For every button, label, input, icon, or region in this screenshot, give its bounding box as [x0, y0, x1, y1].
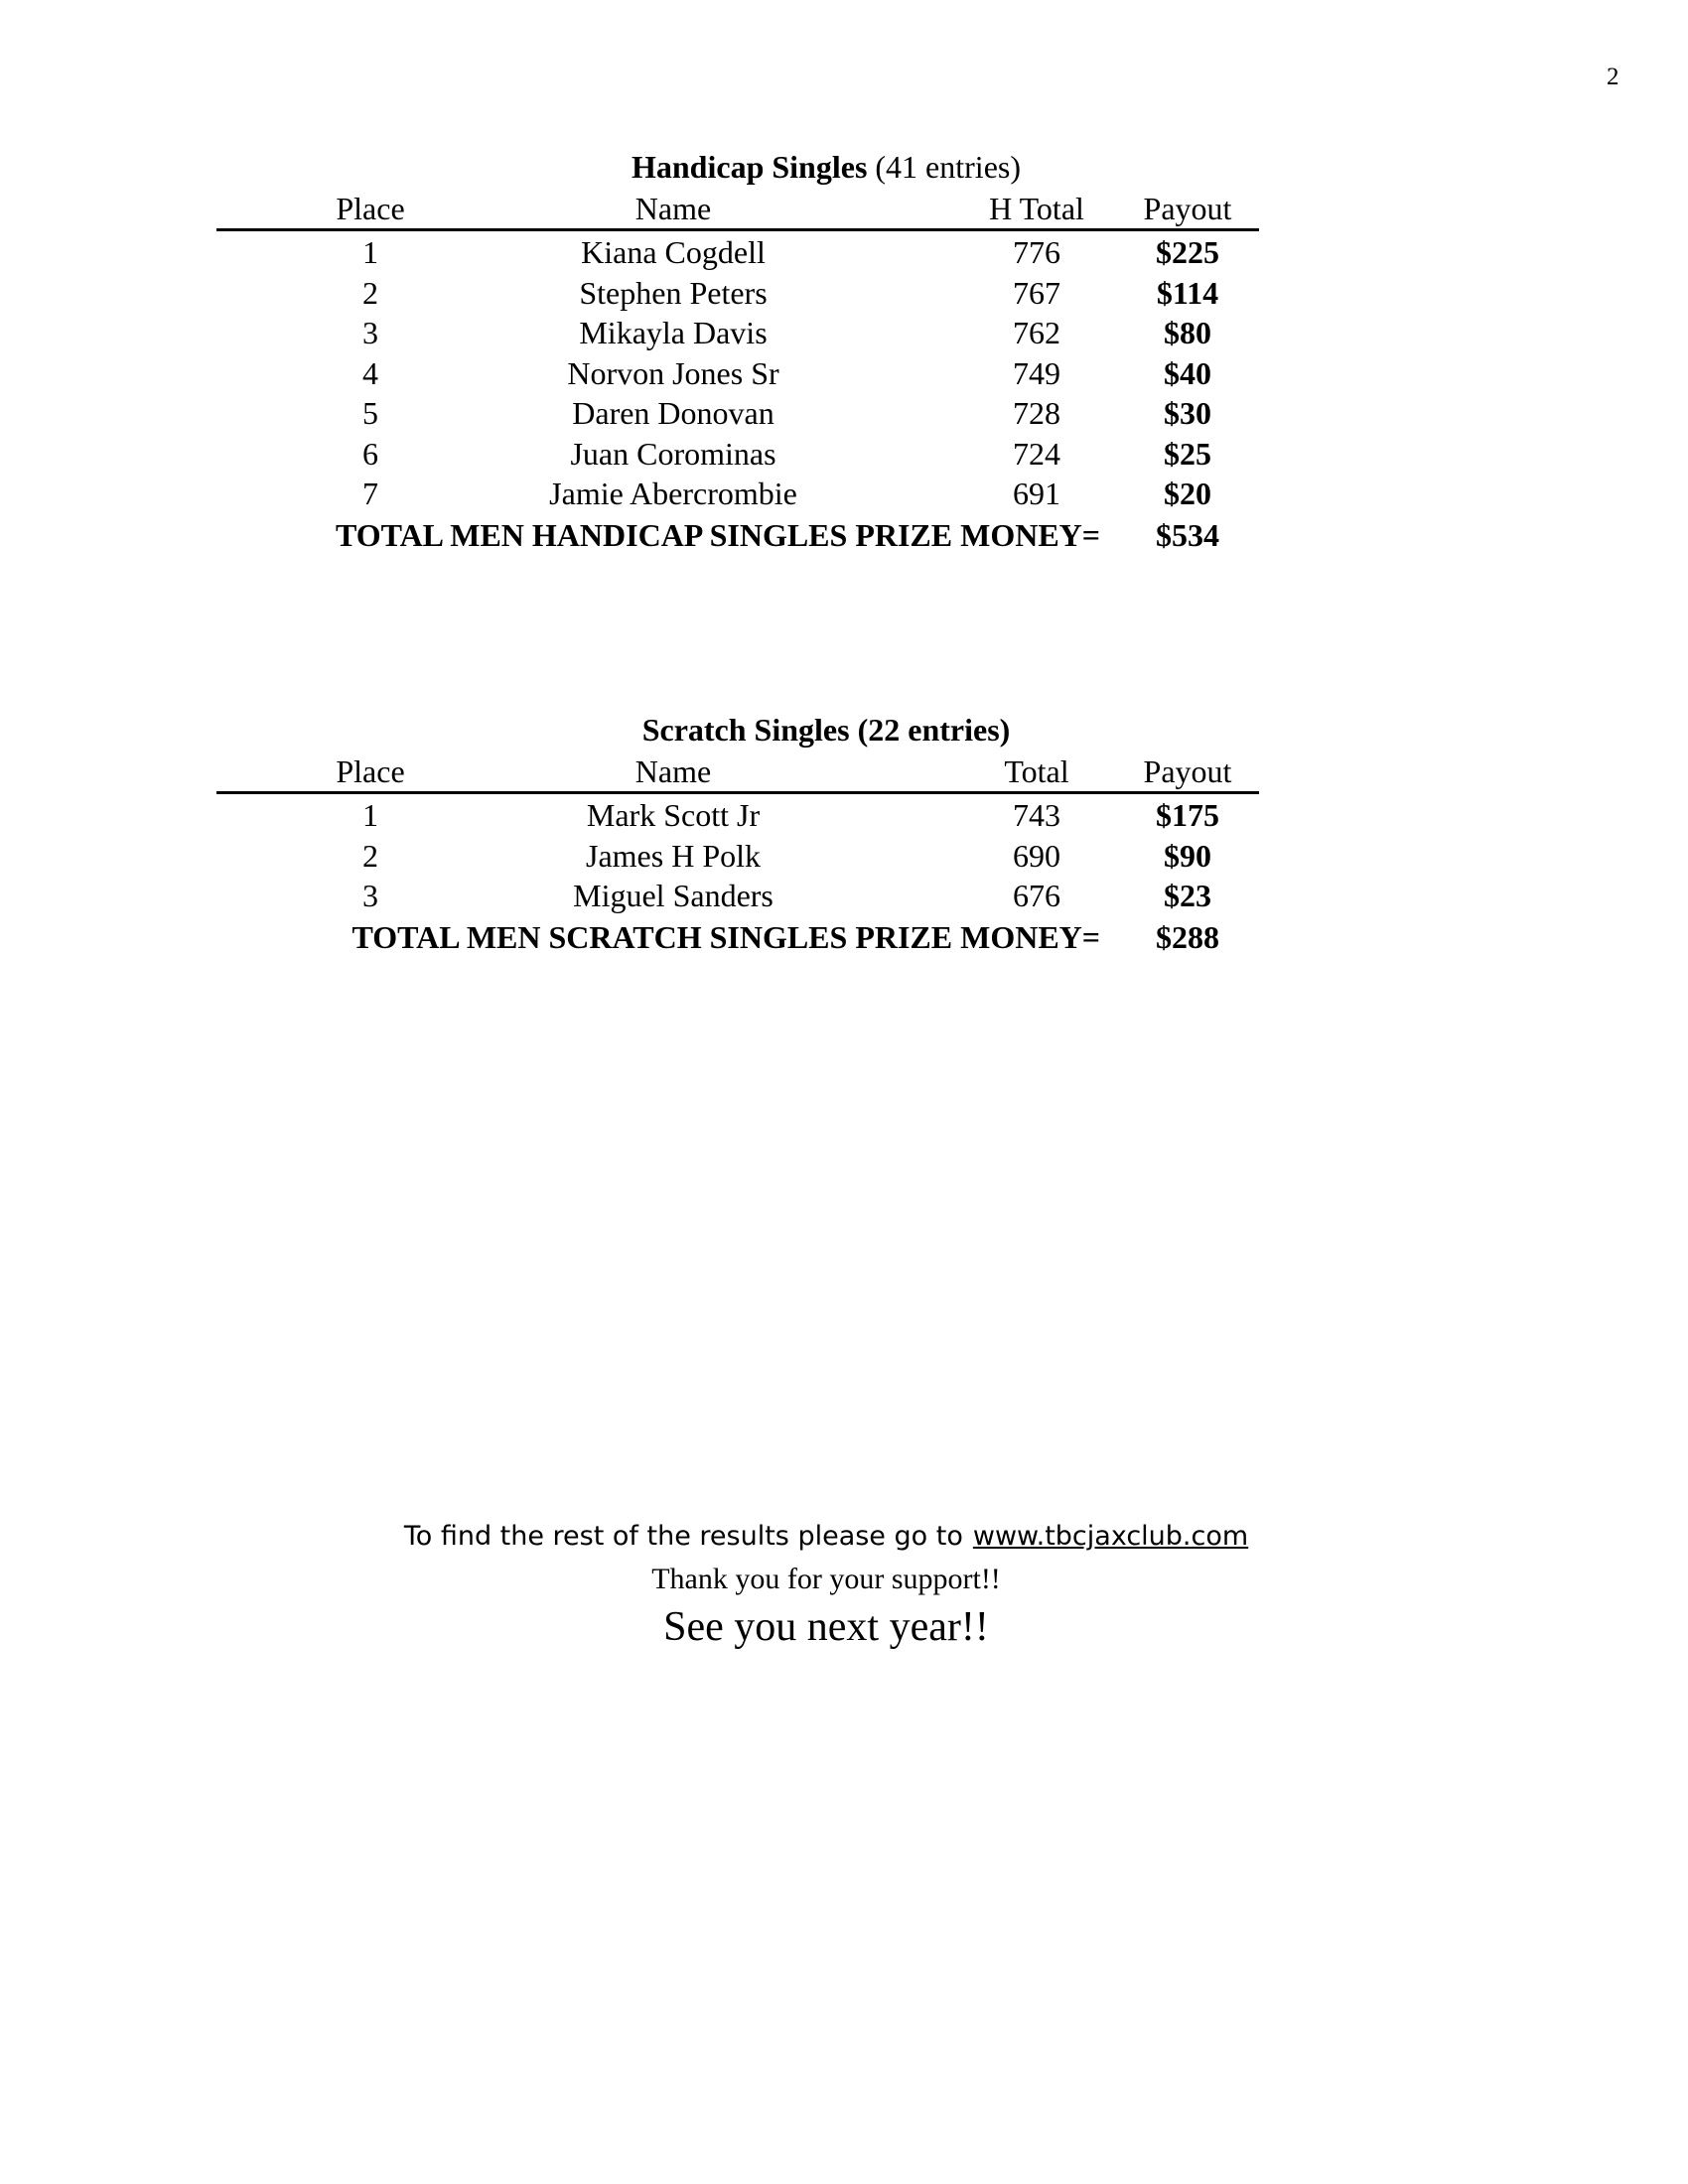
name-cell: Mikayla Davis [579, 315, 768, 350]
total-cell: 767 [1013, 274, 1060, 311]
table-row [0, 273, 1688, 314]
name-cell: James H Polk [586, 837, 761, 874]
header-place: Place [336, 191, 405, 226]
place-cell: 4 [362, 354, 378, 391]
payout-cell: $40 [1164, 354, 1211, 391]
payout-cell: $225 [1156, 234, 1219, 270]
header-divider [216, 228, 1259, 231]
place-cell: 2 [362, 274, 378, 311]
handicap-prize-total-amount: $534 [1156, 516, 1219, 553]
total-cell: 749 [1013, 354, 1060, 391]
name-cell: Juan Corominas [570, 435, 776, 472]
table-row [0, 353, 1688, 394]
table-row [0, 876, 1688, 916]
handicap-prize-total-label: TOTAL MEN HANDICAP SINGLES PRIZE MONEY= [335, 516, 1100, 553]
handicap-singles-title [0, 147, 1652, 187]
handicap-prize-total-row [0, 514, 1688, 556]
scratch-prize-total-amount: $288 [1156, 918, 1219, 955]
handicap-header-row [0, 189, 1688, 228]
table-row [0, 795, 1688, 836]
name-cell: Daren Donovan [572, 395, 774, 431]
payout-cell: $175 [1156, 797, 1219, 833]
place-cell: 2 [362, 837, 378, 874]
scratch-prize-total-label: TOTAL MEN SCRATCH SINGLES PRIZE MONEY= [352, 918, 1100, 955]
payout-cell: $80 [1164, 315, 1211, 350]
name-cell: Stephen Peters [579, 274, 768, 311]
website-link[interactable]: www.tbcjaxclub.com [972, 1521, 1249, 1552]
place-cell: 1 [362, 234, 378, 270]
total-cell: 690 [1013, 837, 1060, 874]
name-cell: Jamie Abercrombie [549, 476, 797, 511]
table-row [0, 836, 1688, 877]
results-text: To find the rest of the results please go to [403, 1521, 963, 1552]
name-cell: Kiana Cogdell [581, 234, 766, 270]
scratch-header-row [0, 751, 1688, 791]
place-cell: 6 [362, 435, 378, 472]
table-row [0, 232, 1688, 273]
handicap-singles-title-bold: Handicap Singles [631, 149, 868, 185]
table-row [0, 393, 1688, 434]
table-row [0, 313, 1688, 353]
handicap-results-table [0, 232, 1688, 556]
table-row [0, 474, 1688, 514]
payout-cell: $30 [1164, 395, 1211, 431]
total-cell: 776 [1013, 234, 1060, 270]
place-cell: 5 [362, 395, 378, 431]
name-cell: Mark Scott Jr [586, 797, 761, 833]
header-name: Name [634, 753, 712, 789]
total-cell: 743 [1013, 797, 1060, 833]
name-cell: Norvon Jones Sr [567, 354, 779, 391]
place-cell: 7 [362, 476, 378, 511]
place-cell: 3 [362, 315, 378, 350]
total-cell: 728 [1013, 395, 1060, 431]
footer [0, 1515, 1652, 1654]
payout-cell: $23 [1164, 878, 1211, 913]
payout-cell: $25 [1164, 435, 1211, 472]
header-payout: Payout [1143, 753, 1232, 789]
scratch-singles-title: Scratch Singles (22 entries) [641, 712, 1011, 748]
total-cell: 724 [1013, 435, 1060, 472]
total-cell: 691 [1013, 476, 1060, 511]
total-cell: 676 [1013, 878, 1060, 913]
results-link-line [0, 1515, 1652, 1559]
total-cell: 762 [1013, 315, 1060, 350]
header-total: Total [1004, 753, 1069, 789]
header-name: Name [634, 191, 712, 226]
page-number: 2 [1607, 64, 1619, 90]
header-payout: Payout [1143, 191, 1232, 226]
payout-cell: $114 [1156, 274, 1219, 311]
name-cell: Miguel Sanders [573, 878, 774, 913]
handicap-singles-entries: (41 entries) [867, 149, 1021, 185]
thank-you-text: Thank you for your support!! [651, 1563, 1001, 1595]
header-place: Place [336, 753, 405, 789]
scratch-results-table [0, 795, 1688, 958]
header-divider [216, 791, 1259, 794]
table-row [0, 434, 1688, 475]
place-cell: 1 [362, 797, 378, 833]
payout-cell: $20 [1164, 476, 1211, 511]
header-h-total: H Total [989, 191, 1084, 226]
scratch-prize-total-row [0, 916, 1688, 958]
closing-text: See you next year!! [663, 1604, 989, 1650]
payout-cell: $90 [1164, 837, 1211, 874]
place-cell: 3 [362, 878, 378, 913]
